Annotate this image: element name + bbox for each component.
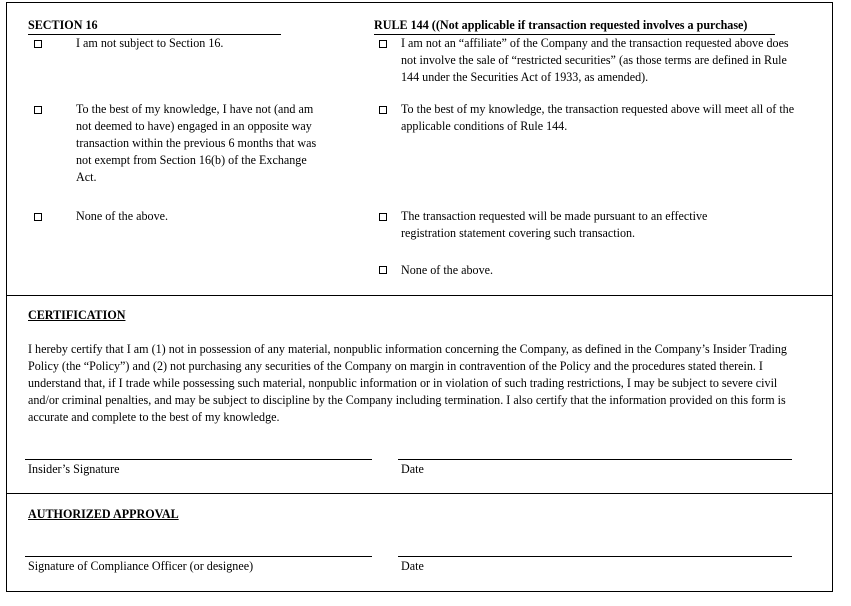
section16-checkbox-3[interactable]	[34, 213, 42, 221]
section16-heading: SECTION 16	[28, 18, 98, 32]
rule144-checkbox-3[interactable]	[379, 213, 387, 221]
rule144-item-3: The transaction requested will be made pursuant to an effective registration statement covering such transaction.	[401, 209, 708, 240]
section16-checkbox-2[interactable]	[34, 106, 42, 114]
form-frame	[6, 2, 833, 592]
rule144-checkbox-4[interactable]	[379, 266, 387, 274]
rule144-checkbox-2[interactable]	[379, 106, 387, 114]
section16-item-1: I am not subject to Section 16.	[76, 36, 224, 50]
compliance-date-line[interactable]	[398, 556, 792, 557]
insider-date-line[interactable]	[398, 459, 792, 460]
compliance-signature-label: Signature of Compliance Officer (or designee)	[28, 559, 254, 573]
compliance-date-label: Date	[401, 559, 424, 573]
section16-checkbox-1[interactable]	[34, 40, 42, 48]
rule144-item-1: I am not an “affiliate” of the Company and the transaction requested above does not involve the sale of “restricted securities” (as those terms are defined in Rule 144 under the Securities Act of 1933, as amended).	[401, 36, 789, 84]
rule144-checkbox-1[interactable]	[379, 40, 387, 48]
divider-approval	[6, 493, 833, 494]
certification-heading: CERTIFICATION	[28, 308, 126, 322]
insider-date-label: Date	[401, 462, 424, 476]
rule144-heading: RULE 144 ((Not applicable if transaction requested involves a purchase)	[374, 18, 748, 32]
compliance-signature-line[interactable]	[25, 556, 372, 557]
section16-item-3: None of the above.	[76, 209, 169, 223]
certification-body: I hereby certify that I am (1) not in possession of any material, nonpublic information concerning the Company, as defined in the Company’s Insider Trading Policy (the “Policy”) and (2) not purchasing any securities of the Company on margin in contravention of the Policy and the procedures stated therein. I understand that, if I trade while possessing such material, nonpublic information or in violation of such trading restrictions, I may be subject to severe civil and/or criminal penalties, and may be subject to discipline by the Company including termination. I also certify that the information provided on this form is accurate and complete to the best of my knowledge.	[28, 342, 787, 424]
rule144-item-2: To the best of my knowledge, the transaction requested above will meet all of the applicable conditions of Rule 144.	[401, 102, 795, 133]
rule144-item-4: None of the above.	[401, 263, 494, 277]
insider-signature-line[interactable]	[25, 459, 372, 460]
approval-heading: AUTHORIZED APPROVAL	[28, 507, 179, 521]
divider-certification	[6, 295, 833, 296]
section16-item-2: To the best of my knowledge, I have not (and am not deemed to have) engaged in an opposite way transaction within the previous 6 months that was not exempt from Section 16(b) of the Exchange Act.	[76, 102, 317, 184]
insider-signature-label: Insider’s Signature	[28, 462, 120, 476]
